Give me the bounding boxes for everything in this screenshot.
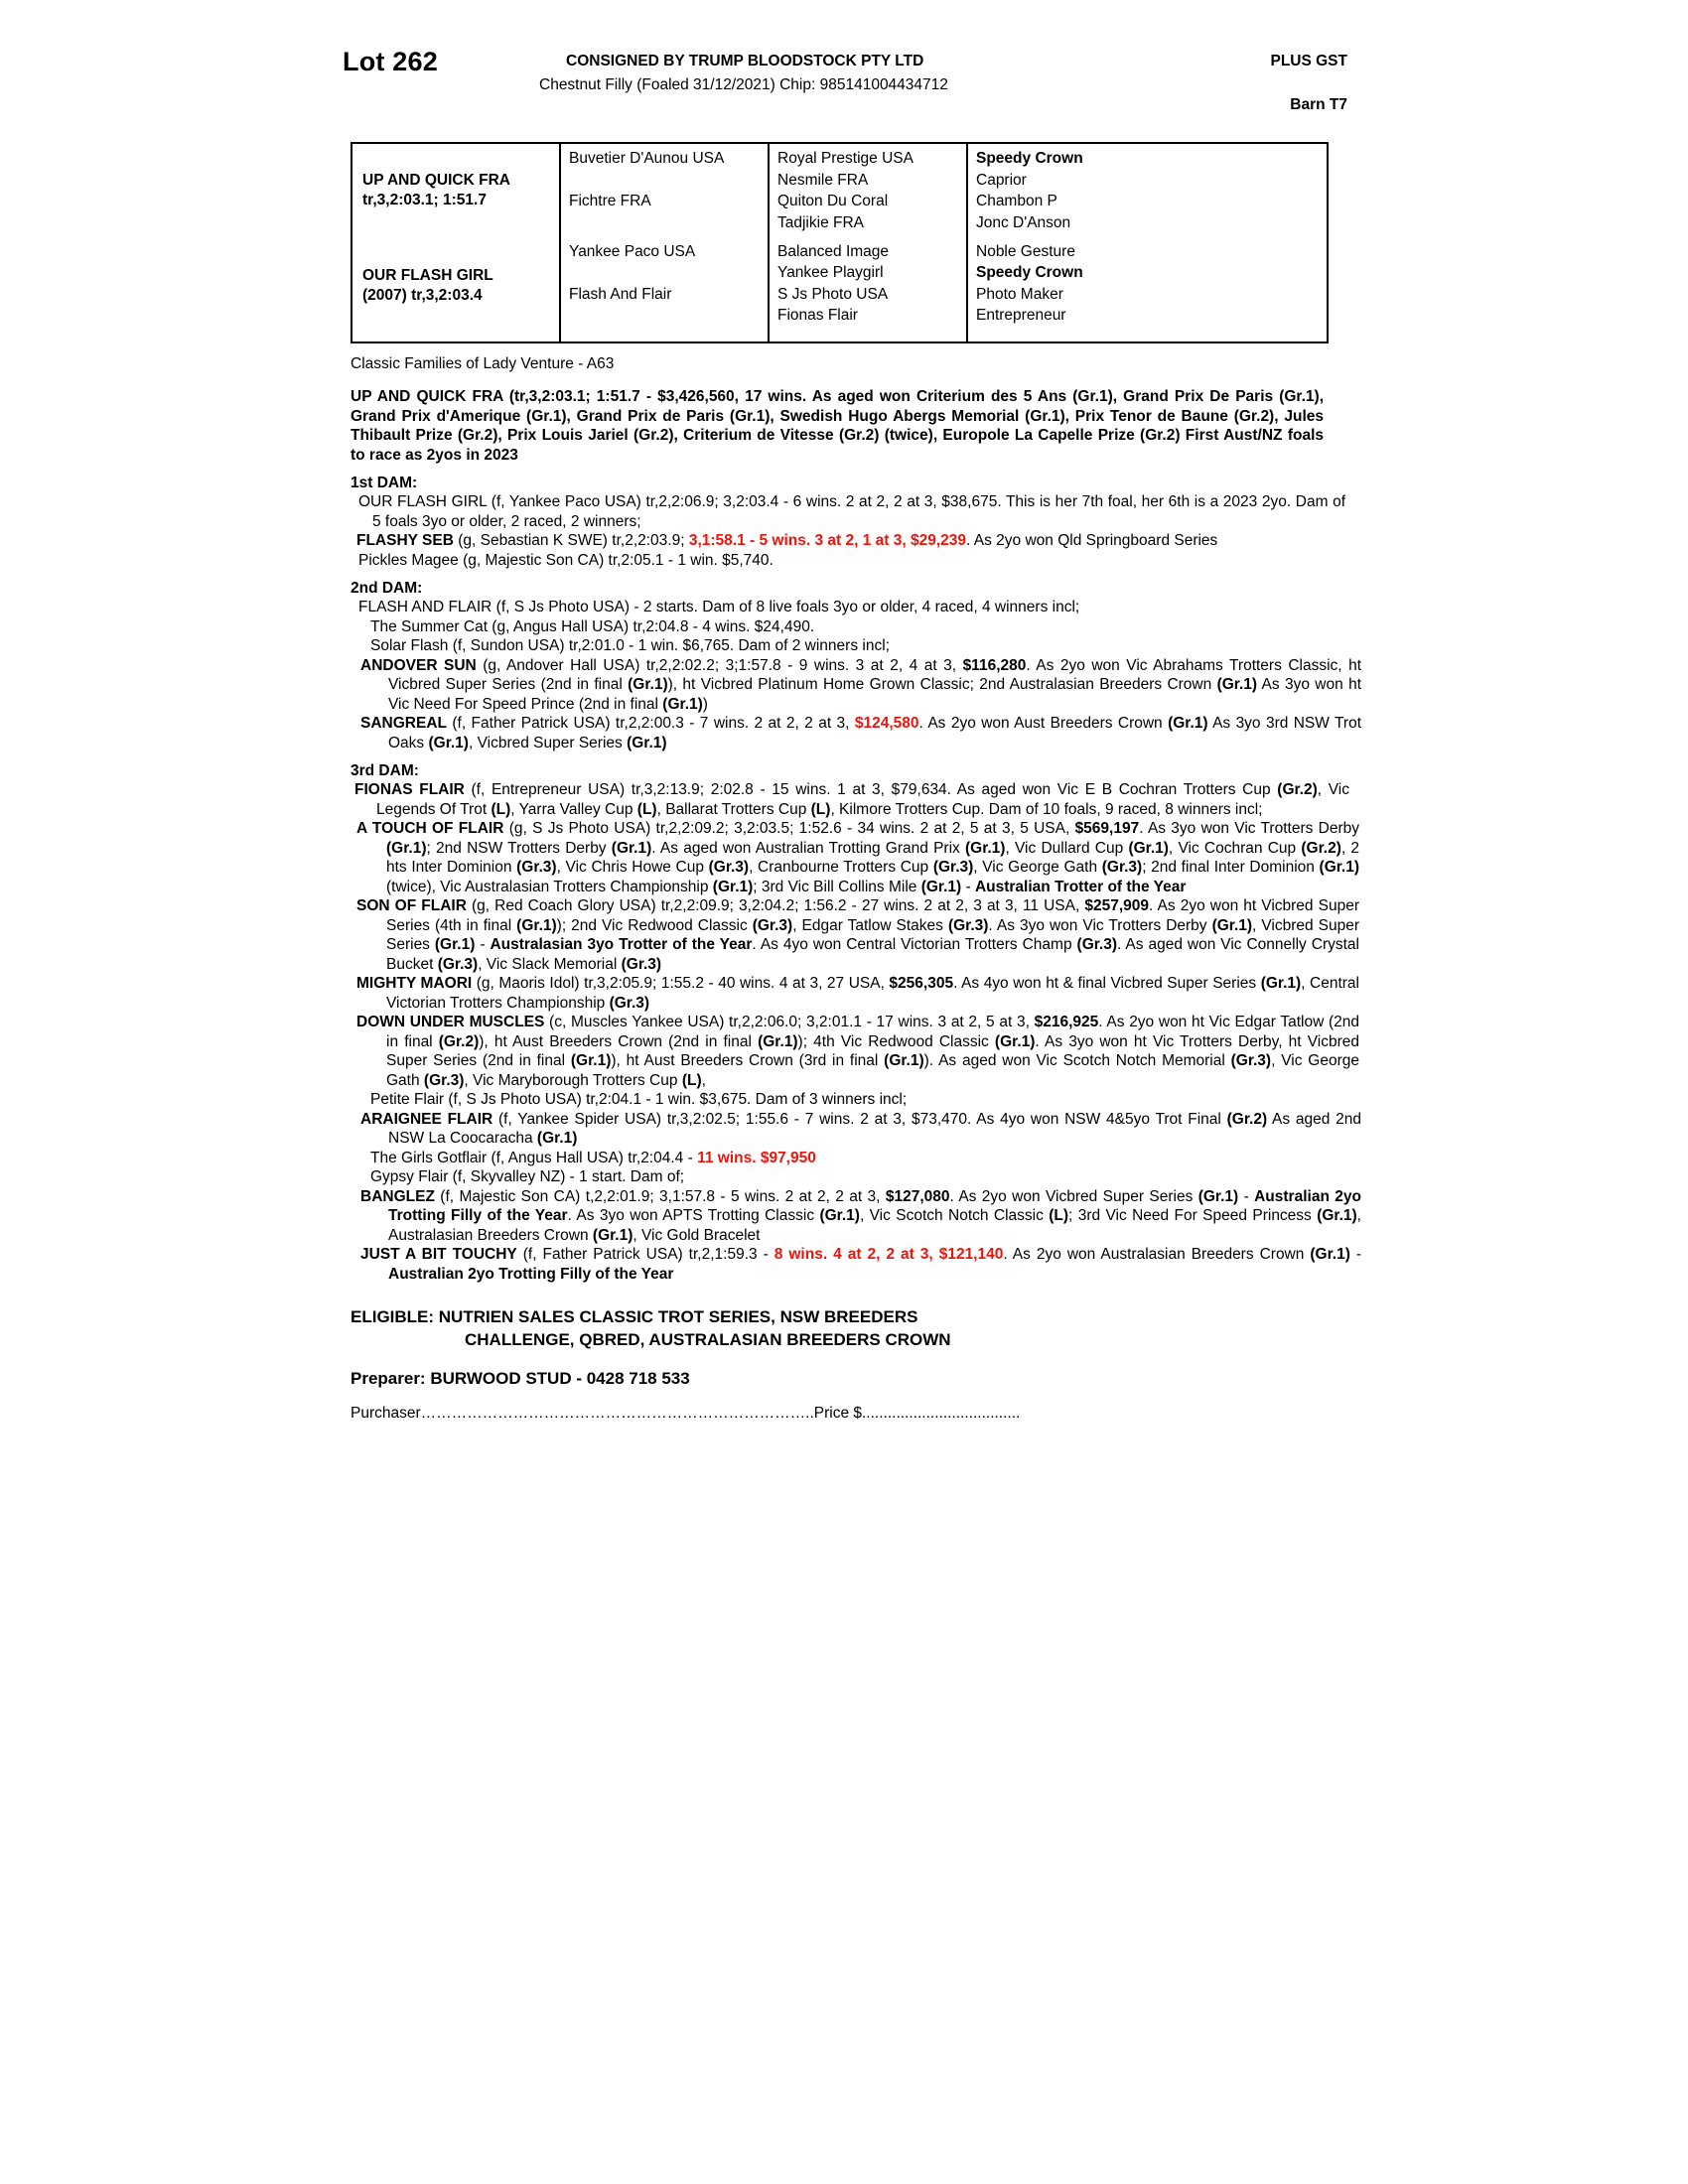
dam-name: OUR FLASH GIRL: [362, 267, 493, 284]
progeny-son-of-flair: SON OF FLAIR (g, Red Coach Glory USA) tr,2,2:09.9; 3,2:04.2; 1:56.2 - 27 wins. 2 at 2, 3 at 3, 11 USA, $257,909. As 2yo won ht Vicbred Super Series (4th in final (Gr.1)); 2nd Vic Redwood Classic (Gr.3), Edgar Tatlow Stakes (Gr.3). As 3yo won Vic Trotters Derby (Gr.1), Vicbred Super Series (Gr.1) - Australasian 3yo Trotter of the Year. As 4yo won Central Victorian Trotters Champ (Gr.3). As aged won Vic Connelly Crystal Bucket (Gr.3), Vic Slack Memorial (Gr.3): [356, 897, 1359, 973]
progeny-just-a-bit-touchy: JUST A BIT TOUCHY (f, Father Patrick USA) tr,2,1:59.3 - 8 wins. 4 at 2, 2 at 3, $121,140. As 2yo won Australasian Breeders Crown (Gr.1) - Australian 2yo Trotting Filly of the Year: [360, 1246, 1362, 1283]
first-dam-heading: 1st DAM:: [351, 475, 418, 491]
pedigree-g3-8: Fionas Flair: [777, 307, 858, 324]
pedigree-g2-4: Flash And Flair: [569, 286, 672, 303]
progeny-girls-gotflair: The Girls Gotflair (f, Angus Hall USA) tr,2:04.4 - 11 wins. $97,950: [370, 1149, 816, 1166]
pedigree-g2-1: Buvetier D'Aunou USA: [569, 150, 725, 167]
progeny-sangreal: SANGREAL (f, Father Patrick USA) tr,2,2:00.3 - 7 wins. 2 at 2, 2 at 3, $124,580. As 2yo won Aust Breeders Crown (Gr.1) As 3yo 3rd NSW Trot Oaks (Gr.1), Vicbred Super Series (Gr.1): [360, 715, 1361, 751]
pedigree-g3-1: Royal Prestige USA: [777, 150, 914, 167]
progeny-a-touch-of-flair: A TOUCH OF FLAIR (g, S Js Photo USA) tr,2,2:09.2; 3,2:03.5; 1:52.6 - 34 wins. 2 at 2, 5 at 3, 5 USA, $569,197. As 3yo won Vic Trotters Derby (Gr.1); 2nd NSW Trotters Derby (Gr.1). As aged won Australian Trotting Grand Prix (Gr.1), Vic Dullard Cup (Gr.1), Vic Cochran Cup (Gr.2), 2 hts Inter Dominion (Gr.3), Vic Chris Howe Cup (Gr.3), Cranbourne Trotters Cup (Gr.3), Vic George Gath (Gr.3); 2nd final Inter Dominion (Gr.1) (twice), Vic Australasian Trotters Championship (Gr.1); 3rd Vic Bill Collins Mile (Gr.1) - Australian Trotter of the Year: [356, 820, 1360, 895]
dam-record: (2007) tr,3,2:03.4: [362, 287, 483, 304]
barn-label: Barn T7: [1290, 96, 1347, 113]
pedigree-g4-2: Caprior: [976, 172, 1027, 189]
catalogue-sheet: [343, 45, 1362, 1423]
highlight-wins: 11 wins. $97,950: [697, 1149, 816, 1166]
sire-name: UP AND QUICK FRA: [362, 172, 510, 189]
progeny-down-under-muscles: DOWN UNDER MUSCLES (c, Muscles Yankee USA) tr,2,2:06.0; 3,2:01.1 - 17 wins. 3 at 2, 5 at 3, $216,925. As 2yo won ht Vic Edgar Tatlow (2nd in final (Gr.2)), ht Aust Breeders Crown (2nd in final (Gr.1)); 4th Vic Redwood Classic (Gr.1). As 3yo won ht Vic Trotters Derby, ht Vicbred Super Series (2nd in final (Gr.1)), ht Aust Breeders Crown (3rd in final (Gr.1)). As aged won Vic Scotch Notch Memorial (Gr.3), Vic George Gath (Gr.3), Vic Maryborough Trotters Cup (L),: [356, 1014, 1359, 1089]
pedigree-g3-2: Nesmile FRA: [777, 172, 869, 189]
preparer-line: Preparer: BURWOOD STUD - 0428 718 533: [351, 1369, 690, 1388]
eligible-line-2: CHALLENGE, QBRED, AUSTRALASIAN BREEDERS CROWN: [465, 1330, 951, 1349]
page-header: [343, 45, 1355, 134]
progeny-flashy-seb: FLASHY SEB (g, Sebastian K SWE) tr,2,2:03.9; 3,1:58.1 - 5 wins. 3 at 2, 1 at 3, $29,239. As 2yo won Qld Springboard Series: [356, 532, 1218, 549]
progeny-gypsy-flair: Gypsy Flair (f, Skyvalley NZ) - 1 start. Dam of;: [370, 1168, 685, 1185]
progeny-araignee-flair: ARAIGNEE FLAIR (f, Yankee Spider USA) tr,3,2:02.5; 1:55.6 - 7 wins. 2 at 3, $73,470. As 4yo won NSW 4&5yo Trot Final (Gr.2) As aged 2nd NSW La Coocaracha (Gr.1): [360, 1110, 1362, 1147]
progeny-andover-sun: ANDOVER SUN (g, Andover Hall USA) tr,2,2:02.2; 3;1:57.8 - 9 wins. 3 at 2, 4 at 3, $116,280. As 2yo won Vic Abrahams Trotters Classic, ht Vicbred Super Series (2nd in final (Gr.1)), ht Vicbred Platinum Home Grown Classic; 2nd Australasian Breeders Crown (Gr.1) As 3yo won ht Vic Need For Speed Prince (2nd in final (Gr.1)): [360, 656, 1362, 713]
progeny-mighty-maori: MIGHTY MAORI (g, Maoris Idol) tr,3,2:05.9; 1:55.2 - 40 wins. 4 at 3, 27 USA, $256,305. As 4yo won ht & final Vicbred Super Series (Gr.1), Central Victorian Trotters Championship (Gr.3): [356, 975, 1359, 1012]
sire-performance-block: [351, 387, 1324, 465]
progeny-summer-cat: The Summer Cat (g, Angus Hall USA) tr,2:04.8 - 4 wins. $24,490.: [370, 617, 815, 635]
sire-record: tr,3,2:03.1; 1:51.7: [362, 192, 487, 208]
pedigree-g4-4: Jonc D'Anson: [976, 214, 1071, 231]
pedigree-g4-3: Chambon P: [976, 193, 1057, 209]
pedigree-g2-3: Yankee Paco USA: [569, 243, 696, 260]
lot-number: Lot 262: [343, 47, 438, 76]
second-dam-paragraph: FLASH AND FLAIR (f, S Js Photo USA) - 2 starts. Dam of 8 live foals 3yo or older, 4 raced, 4 winners incl;: [358, 599, 1080, 615]
pedigree-g3-7: S Js Photo USA: [777, 286, 889, 303]
subject-description: Chestnut Filly (Foaled 31/12/2021) Chip: 985141004434712: [539, 76, 948, 93]
pedigree-g3-6: Yankee Playgirl: [777, 264, 884, 281]
plus-gst-label: PLUS GST: [1270, 53, 1347, 69]
third-dam-paragraph: FIONAS FLAIR (f, Entrepreneur USA) tr,3,2:13.9; 2:02.8 - 15 wins. 1 at 3, $79,634. As aged won Vic E B Cochran Trotters Cup (Gr.2), Vic Legends Of Trot (L), Yarra Valley Cup (L), Ballarat Trotters Cup (L), Kilmore Trotters Cup. Dam of 10 foals, 9 raced, 8 winners incl;: [354, 781, 1349, 818]
first-dam-paragraph: OUR FLASH GIRL (f, Yankee Paco USA) tr,2,2:06.9; 3,2:03.4 - 6 wins. 2 at 2, 2 at 3, $38,675. This is her 7th foal, her 6th is a 2023 2yo. Dam of 5 foals 3yo or older, 2 raced, 2 winners;: [358, 493, 1345, 530]
highlight-record: 3,1:58.1 - 5 wins. 3 at 2, 1 at 3, $29,239: [688, 532, 966, 549]
classic-families-line: Classic Families of Lady Venture - A63: [351, 355, 615, 372]
eligible-block: [351, 1305, 1324, 1351]
third-dam-heading: 3rd DAM:: [351, 762, 419, 779]
progeny-solar-flash: Solar Flash (f, Sundon USA) tr,2:01.0 - 1 win. $6,765. Dam of 2 winners incl;: [370, 637, 890, 654]
eligible-line-1: ELIGIBLE: NUTRIEN SALES CLASSIC TROT SERIES, NSW BREEDERS: [351, 1307, 918, 1326]
pedigree-g4-1: Speedy Crown: [976, 150, 1083, 167]
second-dam-heading: 2nd DAM:: [351, 580, 423, 597]
pedigree-g3-3: Quiton Du Coral: [777, 193, 889, 209]
pedigree-g4-6: Speedy Crown: [976, 264, 1083, 281]
progeny-banglez: BANGLEZ (f, Majestic Son CA) t,2,2:01.9; 3,1:57.8 - 5 wins. 2 at 2, 2 at 3, $127,080. As 2yo won Vicbred Super Series (Gr.1) - Australian 2yo Trotting Filly of the Year. As 3yo won APTS Trotting Classic (Gr.1), Vic Scotch Notch Classic (L); 3rd Vic Need For Speed Princess (Gr.1), Australasian Breeders Crown (Gr.1), Vic Gold Bracelet: [360, 1187, 1361, 1244]
sire-performance-text: UP AND QUICK FRA (tr,3,2:03.1; 1:51.7 - $3,426,560, 17 wins. As aged won Criterium des 5 Ans (Gr.1), Grand Prix De Paris (Gr.1), Grand Prix d'Amerique (Gr.1), Grand Prix de Paris (Gr.1), Swedish Hugo Abergs Memorial (Gr.1), Prix Tenor de Baune (Gr.2), Jules Thibault Prize (Gr.2), Prix Louis Jariel (Gr.2), Criterium de Vitesse (Gr.2) (twice), Europole La Capelle Prize (Gr.2) First Aust/NZ foals to race as 2yos in 2023: [351, 388, 1324, 464]
pedigree-g2-2: Fichtre FRA: [569, 193, 651, 209]
pedigree-g4-7: Photo Maker: [976, 286, 1063, 303]
pedigree-g4-5: Noble Gesture: [976, 243, 1075, 260]
progeny-pickles-magee: Pickles Magee (g, Majestic Son CA) tr,2:05.1 - 1 win. $5,740.: [358, 551, 774, 569]
progeny-petite-flair: Petite Flair (f, S Js Photo USA) tr,2:04.1 - 1 win. $3,675. Dam of 3 winners incl;: [370, 1091, 908, 1108]
pedigree-table: [351, 142, 1329, 343]
pedigree-g3-5: Balanced Image: [777, 243, 890, 260]
highlight-earnings: $124,580: [854, 715, 919, 732]
consignor-line: CONSIGNED BY TRUMP BLOODSTOCK PTY LTD: [566, 53, 924, 69]
highlight-wins-2: 8 wins. 4 at 2, 2 at 3, $121,140: [774, 1246, 1004, 1263]
pedigree-g4-8: Entrepreneur: [976, 307, 1066, 324]
pedigree-g3-4: Tadjikie FRA: [777, 214, 864, 231]
purchaser-line: Purchaser…………………………………………………………………..Price $.....................................: [351, 1405, 1021, 1422]
